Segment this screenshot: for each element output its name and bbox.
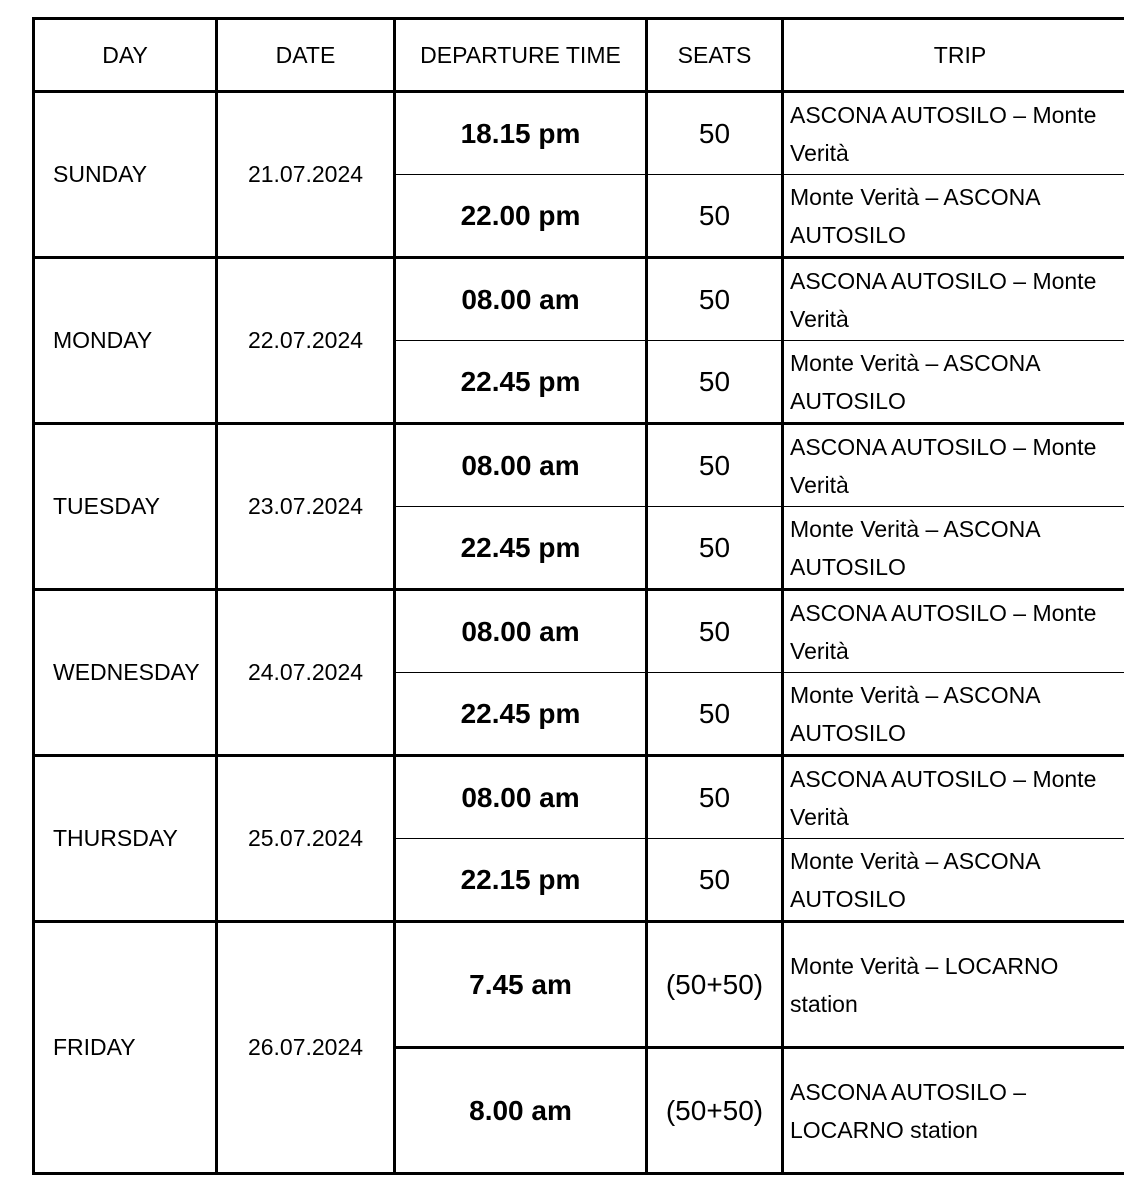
table-row [34,756,1124,839]
trip-cell [783,424,1124,507]
departure-time-cell: 22.45 pm [395,341,647,424]
trip-cell [783,92,1124,175]
trip-cell [783,258,1124,341]
seats-cell: (50+50) [647,1048,783,1174]
table-row [34,922,1124,1048]
seats-cell: 50 [647,424,783,507]
trip-route: ASCONA AUTOSILO – Monte Verità [790,599,1097,664]
departure-time-cell: 08.00 am [395,258,647,341]
seats-cell: 50 [647,341,783,424]
day-cell: FRIDAY [34,922,217,1174]
trip-cell [783,590,1124,673]
date-cell: 26.07.2024 [217,922,395,1174]
trip-route: ASCONA AUTOSILO – Monte Verità [790,433,1097,498]
date-cell: 24.07.2024 [217,590,395,756]
departure-time-cell: 22.45 pm [395,673,647,756]
trip-cell [783,839,1124,922]
schedule-body [34,92,1124,1174]
seats-cell: 50 [647,590,783,673]
header-day: DAY [34,19,217,92]
departure-time-cell: 08.00 am [395,424,647,507]
header-row [34,19,1124,92]
departure-time-cell: 18.15 pm [395,92,647,175]
trip-cell [783,756,1124,839]
table-row [34,92,1124,175]
day-cell: TUESDAY [34,424,217,590]
seats-cell: 50 [647,507,783,590]
departure-time-cell: 22.00 pm [395,175,647,258]
day-cell: SUNDAY [34,92,217,258]
trip-route: Monte Verità – ASCONA AUTOSILO [790,349,1040,414]
trip-cell [783,673,1124,756]
seats-cell: (50+50) [647,922,783,1048]
table-row [34,258,1124,341]
trip-route: ASCONA AUTOSILO – LOCARNO station [790,1078,1027,1143]
departure-time-cell: 8.00 am [395,1048,647,1174]
table-row [34,590,1124,673]
trip-cell [783,507,1124,590]
trip-route: ASCONA AUTOSILO – Monte Verità [790,101,1097,166]
seats-cell: 50 [647,756,783,839]
table-row [34,424,1124,507]
trip-route: ASCONA AUTOSILO – Monte Verità [790,267,1097,332]
day-cell: THURSDAY [34,756,217,922]
departure-time-cell: 08.00 am [395,590,647,673]
trip-cell [783,175,1124,258]
seats-cell: 50 [647,175,783,258]
trip-cell [783,1048,1124,1174]
header-seats: SEATS [647,19,783,92]
seats-cell: 50 [647,258,783,341]
departure-time-cell: 22.45 pm [395,507,647,590]
departure-time-cell: 7.45 am [395,922,647,1048]
trip-route: Monte Verità – LOCARNO station [790,952,1059,1017]
date-cell: 23.07.2024 [217,424,395,590]
departure-time-cell: 08.00 am [395,756,647,839]
seats-cell: 50 [647,673,783,756]
trip-route: Monte Verità – ASCONA AUTOSILO [790,681,1040,746]
bus-schedule-table [32,17,1124,1175]
seats-cell: 50 [647,92,783,175]
header-date: DATE [217,19,395,92]
header-trip: TRIP [783,19,1124,92]
trip-route: Monte Verità – ASCONA AUTOSILO [790,515,1040,580]
day-cell: MONDAY [34,258,217,424]
departure-time-cell: 22.15 pm [395,839,647,922]
day-cell: WEDNESDAY [34,590,217,756]
trip-route: Monte Verità – ASCONA AUTOSILO [790,847,1040,912]
seats-cell: 50 [647,839,783,922]
trip-cell [783,922,1124,1048]
date-cell: 25.07.2024 [217,756,395,922]
trip-cell [783,341,1124,424]
date-cell: 22.07.2024 [217,258,395,424]
trip-route: ASCONA AUTOSILO – Monte Verità [790,765,1097,830]
trip-route: Monte Verità – ASCONA AUTOSILO [790,183,1040,248]
header-departure-time: DEPARTURE TIME [395,19,647,92]
date-cell: 21.07.2024 [217,92,395,258]
